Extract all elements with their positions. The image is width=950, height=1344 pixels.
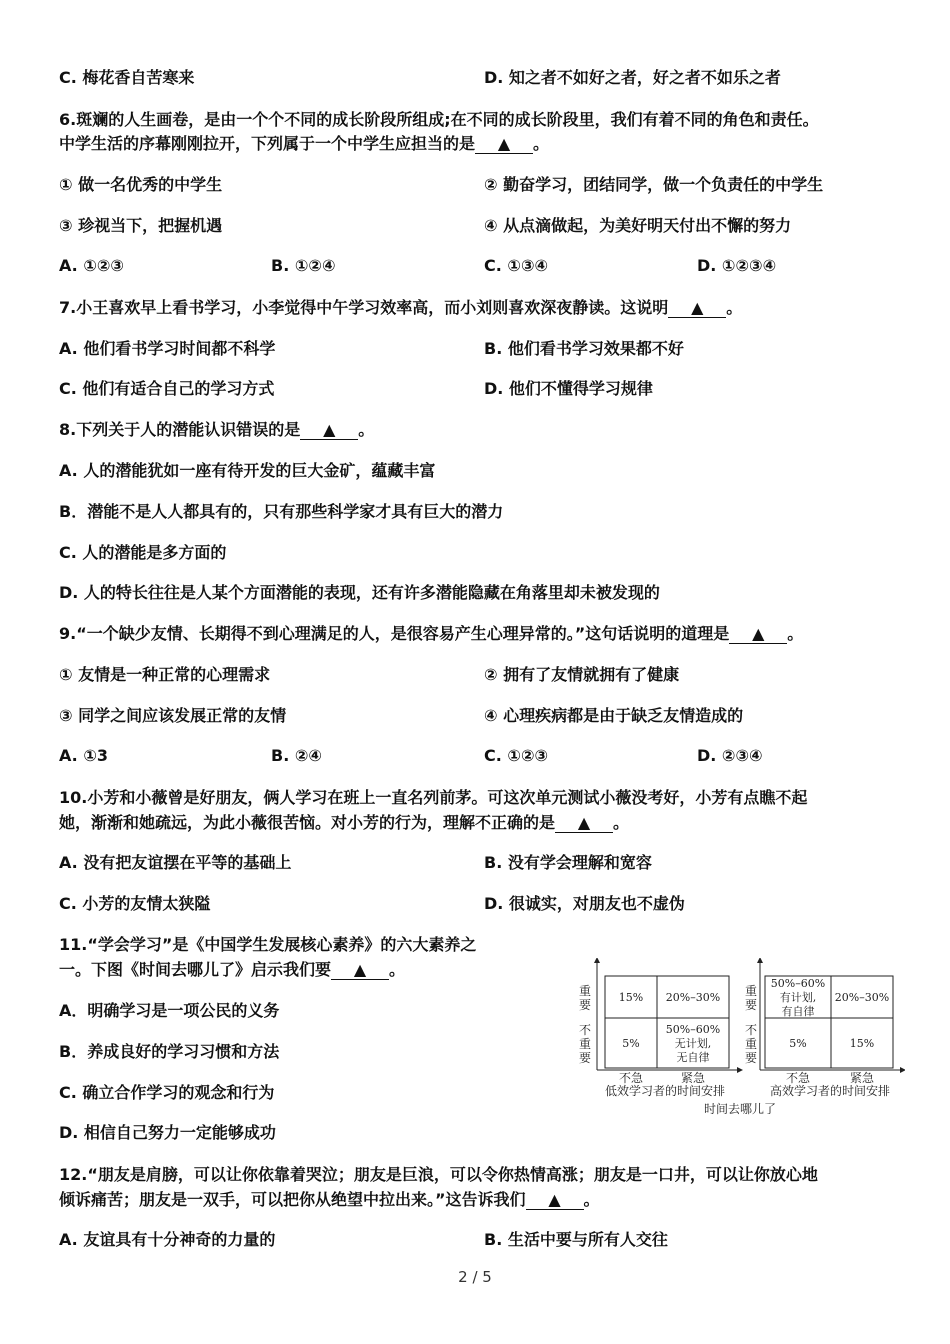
q6-statement-2: ② 勤奋学习，团结同学，做一个负责任的中学生 bbox=[484, 175, 824, 194]
left-y-important-2: 要 bbox=[578, 998, 592, 1012]
q7-option-a: A. 他们看书学习时间都不科学 bbox=[59, 339, 276, 358]
right-y-unimportant-3: 要 bbox=[744, 1051, 758, 1065]
right-y-unimportant-2: 重 bbox=[744, 1037, 758, 1051]
right-cell-bottom-left: 5% bbox=[789, 1037, 807, 1050]
left-cell-bottom-right-1: 50%–60% bbox=[665, 1023, 721, 1036]
q6-statement-4: ④ 从点滴做起，为美好明天付出不懈的努力 bbox=[484, 216, 792, 235]
q9-option-a: A. ①3 bbox=[59, 746, 109, 765]
q8-stem-end: 。 bbox=[358, 420, 375, 439]
q9-stem bbox=[59, 623, 803, 645]
q10-stem-end: 。 bbox=[613, 813, 630, 832]
q9-statement-2: ② 拥有了友情就拥有了健康 bbox=[484, 665, 680, 684]
q6-statement-3: ③ 珍视当下，把握机遇 bbox=[59, 216, 223, 235]
left-cell-top-right: 20%–30% bbox=[665, 991, 721, 1004]
q6-option-a: A. ①②③ bbox=[59, 256, 124, 275]
q9-statement-4: ④ 心理疾病都是由于缺乏友情造成的 bbox=[484, 706, 744, 725]
q12-stem-line1: 12.“朋友是肩膀，可以让你依靠着哭泣；朋友是巨浪，可以令你热情高涨；朋友是一口井，可以让你放心地 bbox=[59, 1165, 818, 1184]
right-y-important-1: 重 bbox=[744, 984, 758, 998]
q10-option-a: A. 没有把友谊摆在平等的基础上 bbox=[59, 853, 292, 872]
left-y-unimportant-2: 重 bbox=[578, 1037, 592, 1051]
left-cell-bottom-right-3: 无自律 bbox=[676, 1051, 710, 1064]
q8-option-b: B．潜能不是人人都具有的，只有那些科学家才具有巨大的潜力 bbox=[59, 502, 504, 521]
q8-option-d: D. 人的特长往往是人某个方面潜能的表现，还有许多潜能隐藏在角落里却未被发现的 bbox=[59, 583, 660, 602]
right-y-unimportant-1: 不 bbox=[744, 1023, 758, 1037]
right-cell-top-left-2: 有计划, bbox=[779, 991, 817, 1004]
q6-stem-end: 。 bbox=[533, 134, 550, 153]
q12-stem-end: 。 bbox=[583, 1190, 600, 1209]
q10-option-c: C. 小芳的友情太狭隘 bbox=[59, 894, 211, 913]
q11-stem-line2 bbox=[59, 959, 405, 981]
q5-option-d: D. 知之者不如好之者，好之者不如乐之者 bbox=[484, 68, 781, 87]
q9-statement-1: ① 友情是一种正常的心理需求 bbox=[59, 665, 271, 684]
q8-option-a: A. 人的潜能犹如一座有待开发的巨大金矿，蕴藏丰富 bbox=[59, 461, 436, 480]
q7-option-b: B. 他们看书学习效果都不好 bbox=[484, 339, 684, 358]
right-cell-bottom-right: 15% bbox=[849, 1037, 875, 1050]
left-panel-title: 低效学习者的时间安排 bbox=[604, 1084, 726, 1098]
left-cell-bottom-left: 5% bbox=[622, 1037, 640, 1050]
q8-stem-text: 8.下列关于人的潜能认识错误的是 bbox=[59, 420, 301, 439]
q11-stem-line1: 11.“学会学习”是《中国学生发展核心素养》的六大素养之 bbox=[59, 935, 477, 954]
right-cell-top-right: 20%–30% bbox=[834, 991, 890, 1004]
left-y-important-1: 重 bbox=[578, 984, 592, 998]
q11-option-b: B．养成良好的学习习惯和方法 bbox=[59, 1042, 280, 1061]
q9-option-b: B. ②④ bbox=[271, 746, 322, 765]
q9-stem-end: 。 bbox=[787, 624, 804, 643]
right-y-important-2: 要 bbox=[744, 998, 758, 1012]
q9-statement-3: ③ 同学之间应该发展正常的友情 bbox=[59, 706, 287, 725]
q11-option-a: A．明确学习是一项公民的义务 bbox=[59, 1001, 280, 1020]
answer-blank: ▲ bbox=[729, 625, 787, 644]
q6-option-b: B. ①②④ bbox=[271, 256, 336, 275]
answer-blank: ▲ bbox=[475, 135, 533, 154]
right-x-urgent: 紧急 bbox=[849, 1071, 875, 1085]
q9-option-d: D. ②③④ bbox=[697, 746, 763, 765]
q10-option-b: B. 没有学会理解和宽容 bbox=[484, 853, 652, 872]
q9-stem-text: 9.“一个缺少友情、长期得不到心理满足的人，是很容易产生心理异常的。”这句话说明的道理是 bbox=[59, 624, 730, 643]
right-panel-title: 高效学习者的时间安排 bbox=[769, 1084, 891, 1098]
q7-stem-end: 。 bbox=[726, 298, 743, 317]
q11-option-d: D. 相信自己努力一定能够成功 bbox=[59, 1123, 276, 1142]
q6-stem-line2 bbox=[59, 133, 549, 155]
q7-stem bbox=[59, 297, 742, 319]
q9-option-c: C. ①②③ bbox=[484, 746, 549, 765]
q11-stem-end: 。 bbox=[389, 960, 406, 979]
q6-option-c: C. ①③④ bbox=[484, 256, 549, 275]
q6-statement-1: ① 做一名优秀的中学生 bbox=[59, 175, 223, 194]
answer-blank: ▲ bbox=[331, 961, 389, 980]
q6-stem-line1: 6.斑斓的人生画卷，是由一个个不同的成长阶段所组成;在不同的成长阶段里，我们有着不同的角色和责任。 bbox=[59, 110, 819, 129]
answer-blank: ▲ bbox=[555, 814, 613, 833]
q12-stem-line2 bbox=[59, 1189, 600, 1211]
right-cell-top-left-1: 50%–60% bbox=[770, 977, 826, 990]
left-grid bbox=[605, 976, 729, 1068]
q7-option-c: C. 他们有适合自己的学习方式 bbox=[59, 379, 275, 398]
answer-blank: ▲ bbox=[526, 1191, 584, 1210]
figure-caption: 时间去哪儿了 bbox=[703, 1102, 777, 1116]
left-x-not-urgent: 不急 bbox=[618, 1071, 644, 1085]
q7-stem-text: 7.小王喜欢早上看书学习，小李觉得中午学习效率高，而小刘则喜欢深夜静读。这说明 bbox=[59, 298, 669, 317]
answer-blank: ▲ bbox=[300, 421, 358, 440]
left-y-unimportant-3: 要 bbox=[578, 1051, 592, 1065]
right-cell-top-left-3: 有自律 bbox=[781, 1005, 815, 1018]
q11-stem-text: 一。下图《时间去哪儿了》启示我们要 bbox=[59, 960, 332, 979]
left-y-unimportant-1: 不 bbox=[578, 1023, 592, 1037]
right-x-not-urgent: 不急 bbox=[785, 1071, 811, 1085]
time-allocation-diagram bbox=[575, 958, 905, 1123]
q11-option-c: C. 确立合作学习的观念和行为 bbox=[59, 1083, 275, 1102]
q7-option-d: D. 他们不懂得学习规律 bbox=[484, 379, 653, 398]
left-x-urgent: 紧急 bbox=[680, 1071, 706, 1085]
q8-option-c: C. 人的潜能是多方面的 bbox=[59, 543, 227, 562]
q10-stem-line2 bbox=[59, 812, 629, 834]
left-cell-bottom-right-2: 无计划, bbox=[674, 1037, 712, 1050]
q8-stem bbox=[59, 419, 374, 441]
q12-option-a: A. 友谊具有十分神奇的力量的 bbox=[59, 1230, 276, 1249]
answer-blank: ▲ bbox=[668, 299, 726, 318]
q5-option-c: C. 梅花香自苦寒来 bbox=[59, 68, 195, 87]
q10-stem-text: 她，渐渐和她疏远，为此小薇很苦恼。对小芳的行为，理解不正确的是 bbox=[59, 813, 556, 832]
q12-option-b: B. 生活中要与所有人交往 bbox=[484, 1230, 668, 1249]
time-allocation-figure bbox=[575, 958, 905, 1123]
left-cell-top-left: 15% bbox=[618, 991, 644, 1004]
q12-stem-text: 倾诉痛苦；朋友是一双手，可以把你从绝望中拉出来。”这告诉我们 bbox=[59, 1190, 526, 1209]
q10-stem-line1: 10.小芳和小薇曾是好朋友，俩人学习在班上一直名列前茅。可这次单元测试小薇没考好，小芳有点瞧不起 bbox=[59, 788, 808, 807]
page-number: 2 / 5 bbox=[458, 1268, 492, 1286]
q10-option-d: D. 很诚实，对朋友也不虚伪 bbox=[484, 894, 685, 913]
q6-option-d: D. ①②③④ bbox=[697, 256, 777, 275]
q6-stem-text: 中学生活的序幕刚刚拉开，下列属于一个中学生应担当的是 bbox=[59, 134, 476, 153]
